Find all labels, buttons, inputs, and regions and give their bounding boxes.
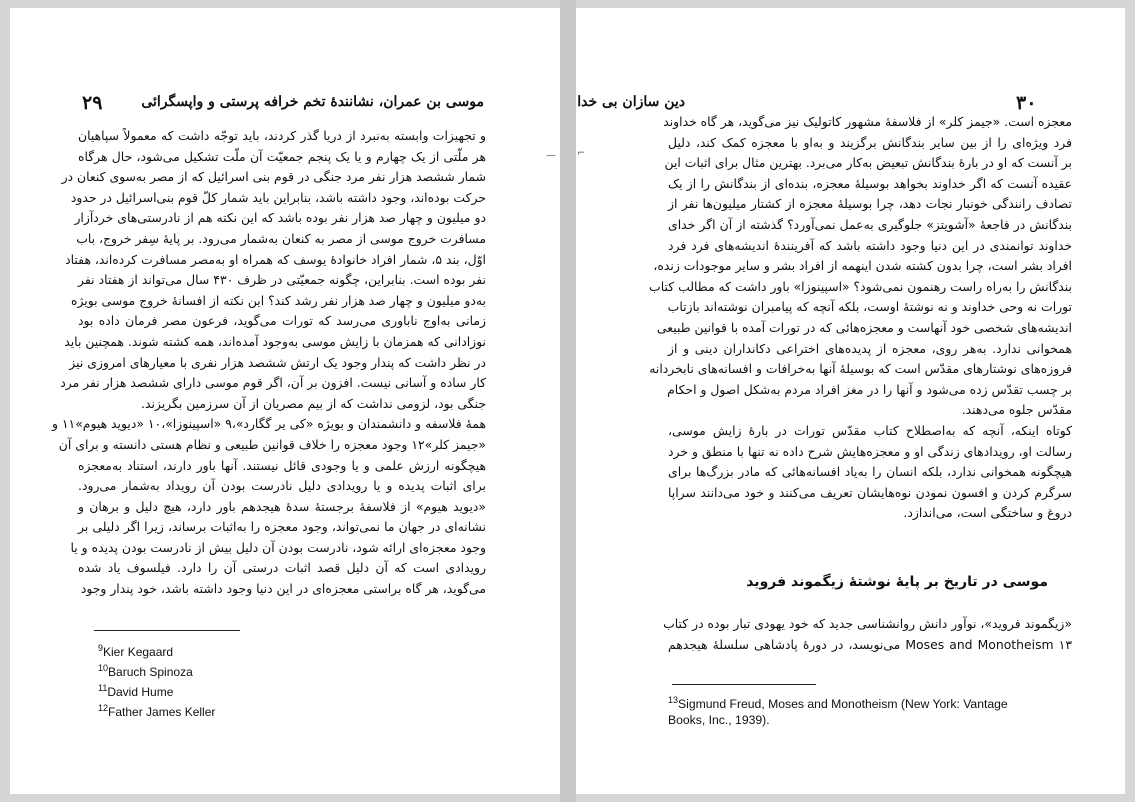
text-line: هیچگونه ارزش علمی و یا وجودی قائل نیستند. آنها باور دارند، استناد به‌معجزه [78,457,486,473]
text-line: «زیگموند فروید»، نوآور دانش روانشناسی جدید که خود یهودی تبار بوده در کتاب [663,616,1072,631]
text-line: مقدّس جلوه می‌دهند. [961,402,1072,418]
text-line: دروغ و ساختگی است، می‌اندازد. [903,505,1072,521]
text-line: معجزه است. «جیمز کلر» از فلاسفهٔ مشهور کاتولیک نیز می‌گوید، هر گاه خداوند [663,114,1072,129]
text-line: اندیشه‌های شخصی خود آنهاست و معجزه‌هائی که در تورات آمده با قوانین طبیعی [656,319,1072,335]
text-line: رسالت او، رویدادهای زندگی او و معجزه‌هایش شرح داده نه تنها با منطق و خرد [668,443,1072,459]
text-line: بندگانش را به‌راه راست رهنمون نمی‌شود؟ «اسپینوزا» باور داشت که مطالب کتاب [649,278,1072,294]
footnote-number: 9 [98,643,104,653]
right-page [546,8,1125,794]
footnote-10 [98,660,215,680]
left-footnote-rule [94,630,240,631]
text-line: کوتاه اینکه، آنچه که به‌اصطلاح کتاب مقدّس تورات در بارهٔ زایش موسی، [668,422,1072,438]
footnote-text: Father James Keller [108,705,216,719]
footnote-line-1: Sigmund Freud, Moses and Monotheism (New York: Vantage [678,697,1008,711]
section-body-text [663,614,1072,655]
footnote-13 [668,692,1008,712]
text-line: جنگی بود، لزومی نداشت که از بیم مصریان از آن سرزمین بگریزند. [141,395,486,411]
text-line: شمار ششصد هزار نفر مرد جنگی در قوم بنی اسرائیل که از مصر به‌سوی کنعان در [61,169,486,185]
footnote-13-line-2: Books, Inc., 1939). [668,713,770,727]
text-line: سرگرم کردن و افسون نمودن نوه‌هایشان تعریف می‌کنند و خود می‌دانند سراپا [668,484,1072,500]
text-line: «جیمز کلر»۱۲ وجود معجزه را خلاف قوانین طبیعی و نظام هستی دانسته و برای آن [58,436,486,452]
footnote-number: 11 [98,683,108,693]
left-running-title: موسی بن عمران، نشانندهٔ تخم خرافه پرستی و واپسگرائی [141,94,484,110]
footnote-number: 12 [98,703,109,713]
text-line: نوزادانی که همزمان با زایش موسی به‌وجود آمده‌اند، همه کشته شوند. همچنین باید [64,333,486,349]
text-line: بر آنست که او در بارهٔ بندگانش تبعیض به‌کار می‌برد. بهترین مثال برای اثبات این [664,155,1072,171]
text-line: تورات نه وحی خداوند و نه نوشتهٔ اوست، بلکه آنچه که پیامبران نوشته‌اند بازتاب [667,299,1072,315]
section-heading: موسی در تاریخ بر پایهٔ نوشتهٔ زیگموند فروید [746,574,1048,590]
text-line: Moses and Monotheism ۱۳ می‌نویسد، در دورهٔ پادشاهی سلسلهٔ هیجدهم [668,636,1072,652]
text-line: افراد بشر است، چرا بدون کشته شدن اینهمه از افراد بشر و سایر موجودات زنده، [653,258,1072,274]
text-line: دو میلیون و چهار صد هزار نفر بوده باشد که این نکته هم از نادرستی‌های خردآزار [74,210,486,226]
text-line: کار ساده و آسانی نیست. افزون بر آن، اگر قوم موسی دارای ششصد هزار نفر مرد [60,375,486,391]
text-line: خداوند توانمندی در این دنیا وجود داشته باشد که آفرینندهٔ اندیشه‌های فرد فرد [668,237,1072,253]
text-line: همخوانی ندارد. به‌هر روی، معجزه از پدیده‌های اختراعی دکانداران دینی و از [668,340,1072,356]
text-line: در نظر داشت که پندار وجود یک ارتش ششصد هزار نفری با معیارهای امروزی نیز [69,354,486,370]
footnote-text: Kier Kegaard [103,645,174,659]
text-line: اوّل، بند ۵، شمار افراد خانوادهٔ یوسف که همراه او به‌مصر مسافرت کرده‌اند، هفتاد [65,251,486,267]
text-line: هر ملّتی از یک چهارم و یا یک پنجم جمعیّت آن ملّت تشکیل می‌شود، حال هرگاه [78,148,486,164]
footnote-text: Baruch Spinoza [108,665,193,679]
right-body-text [649,112,1072,524]
text-line: نفر بوده است. بنابراین، چگونه جمعیّتی در ظرف ۴۳۰ سال می‌تواند از هفتاد نفر [78,272,486,288]
left-page [10,8,560,794]
text-line: زمانی به‌اوج ناباوری می‌رسد که تورات می‌گوید، فرعون مصر فرمان داده بود [78,313,486,329]
gutter-mark-right: ⌐ [577,148,586,159]
gutter-mark-left: — [546,150,556,161]
footnote-9 [98,640,215,660]
text-line: رویدادی است که آن دلیل قصد اثبات درستی آن را دارد. فیلسوف یاد شده [78,560,486,576]
right-running-title: دین سازان بی خدا [577,94,685,110]
left-footnotes [98,640,215,720]
left-body-text [51,126,486,600]
right-page-number: ۳۰ [1016,92,1037,114]
footnote-number: 10 [98,663,109,673]
right-footnote-rule [672,684,816,685]
text-line: حرکت بوده‌اند، وجود داشته باشد، بنابراین باید شمار کلّ قوم بنی‌اسرائیل در حدود [70,189,486,205]
text-line: عقیده آنست که اگر خداوند بخواهد بوسیلهٔ معجزه، بنده‌ای از بندگانش را از یک [668,175,1072,191]
text-line: فروزه‌های نوشتارهای مقدّس است که بوسیلهٔ آنها به‌خرافات و افسانه‌های نابخردانه [649,361,1072,377]
text-line: هیچگونه همخوانی ندارد، بلکه انسان را به‌یاد افسانه‌هائی که مادر بزرگ‌ها برای [668,464,1072,480]
right-page-header [576,94,1125,114]
text-line: برای اثبات پدیده و یا رویدادی دلیل نادرست بودن آن رویداد به‌شمار می‌رود. [78,478,486,494]
text-line: به‌دو میلیون و چهار صد هزار نفر رشد کند؟ این نکته از افسانهٔ خروج موسی بویژه [70,292,486,308]
right-footnote [668,692,1008,728]
left-page-number: ۲۹ [82,92,103,114]
footnote-number: 13 [668,695,679,705]
footnote-12 [98,700,215,720]
footnote-11 [98,680,215,700]
book-gutter [560,0,576,802]
text-line: و تجهیزات وابسته به‌نبرد از دریا گذر کردند، باید توجّه داشت که معمولاً سپاهیان [78,128,486,143]
text-line: وجود معجزه‌ای ارائه شود، نادرست بودن آن دلیل بیش از نادرست بودن پدیده و یا [70,539,486,555]
text-line: نشانه‌ای در جهان ما نمی‌تواند، وجود معجزه را به‌اثبات برساند، زیرا اگر دلیلی بر [78,519,486,535]
left-page-header [10,94,560,114]
text-line: «دیوید هیوم» از فلاسفهٔ برجستهٔ سدهٔ هیجدهم باور دارد، هیچ دلیل و برهان و [78,498,486,514]
text-line: می‌گوید، هر گاه براستی معجزه‌ای در این دنیا وجود داشته باشد، خود پندار وجود [80,581,486,597]
text-line: فرد ویژه‌ای را از بین سایر بندگانش برگزیند و به‌او با معجزه کمک کند، دلیل [668,134,1072,150]
text-line: مسافرت خروج موسی از مصر به کنعان به‌شمار می‌رود. بر پایهٔ سِفر خروج، باب [76,230,486,246]
text-line: بندگانش در فاجعهٔ «آشویتز» جلوگیری به‌عمل نمی‌آورد؟ گذشته از آن اگر خدای [668,216,1072,232]
text-line: تصادف رانندگی خونبار نجات دهد، چرا بوسیلهٔ معجزه از کشتار میلیون‌ها نفر از [668,196,1072,212]
text-line: بر چسب تقدّس زده می‌شود و آنها را در مغز افراد مردم به‌شکل اصول و احکام [667,381,1072,397]
text-line: همهٔ فلاسفه و دانشمندان و بویژه «کی یر گگارد»،۹ «اسپینوزا»،۱۰ «دیوید هیوم»۱۱ و [51,416,486,432]
footnote-text: David Hume [107,685,174,699]
